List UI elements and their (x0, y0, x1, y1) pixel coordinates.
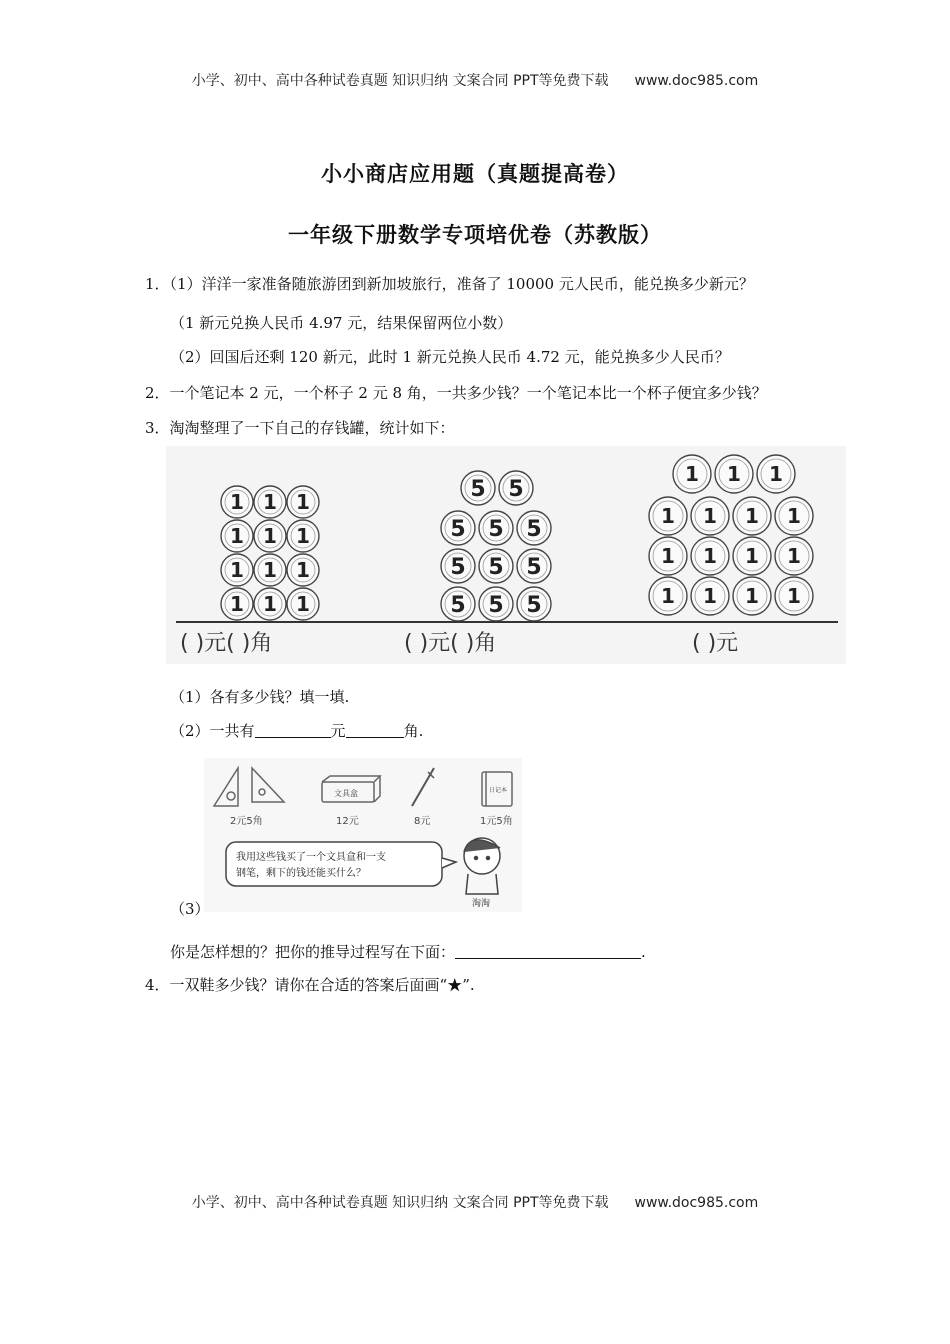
one-coin-icon (649, 577, 687, 615)
svg-text:1: 1 (745, 544, 759, 568)
one-coin-icon (221, 554, 253, 586)
one-coin-icon (254, 520, 286, 552)
five-jiao-coin-icon (479, 549, 513, 583)
svg-text:1: 1 (745, 584, 759, 608)
reason-blank[interactable] (455, 942, 641, 959)
svg-text:1: 1 (787, 584, 801, 608)
q1-line2: （1 新元兑换人民币 4.97 元，结果保留两位小数） (170, 314, 513, 332)
page-header (0, 70, 950, 90)
coin-figure (166, 446, 846, 664)
five-jiao-coin-icon (517, 549, 551, 583)
svg-text:1: 1 (703, 584, 717, 608)
svg-text:1: 1 (263, 490, 277, 514)
one-coin-icon (775, 537, 813, 575)
footer-text: 小学、初中、高中各种试卷真题 知识归纳 文案合同 PPT等免费下载 (191, 1195, 609, 1211)
five-jiao-coin-icon (517, 511, 551, 545)
one-coin-icon (775, 497, 813, 535)
group1-label: ( )元( )角 (180, 631, 273, 656)
one-coin-icon (287, 554, 319, 586)
one-coin-icon (733, 537, 771, 575)
svg-text:1: 1 (263, 524, 277, 548)
five-jiao-coin-icon (441, 549, 475, 583)
svg-text:1: 1 (263, 558, 277, 582)
one-coin-icon (757, 455, 795, 493)
one-coin-icon (775, 577, 813, 615)
five-jiao-coin-icon (479, 587, 513, 621)
price-pen: 8元 (414, 816, 431, 827)
jiao-blank[interactable] (346, 721, 404, 738)
price-pencil-box: 12元 (336, 816, 359, 827)
q3-intro: 3．淘淘整理了一下自己的存钱罐，统计如下： (145, 419, 455, 437)
svg-text:1: 1 (703, 504, 717, 528)
one-coin-icon (254, 588, 286, 620)
five-jiao-coin-icon (479, 511, 513, 545)
svg-text:1: 1 (263, 592, 277, 616)
group3-label: ( )元 (692, 631, 739, 656)
one-coin-icon (691, 537, 729, 575)
page-footer (0, 1192, 950, 1212)
one-coin-icon (221, 520, 253, 552)
svg-text:1: 1 (661, 584, 675, 608)
svg-text:5: 5 (450, 517, 466, 542)
svg-text:1: 1 (230, 558, 244, 582)
svg-text:5: 5 (526, 593, 542, 618)
svg-text:5: 5 (508, 477, 524, 502)
price-notebook: 1元5角 (480, 816, 513, 827)
shop-figure (204, 758, 522, 912)
five-jiao-coin-icon (461, 471, 495, 505)
svg-text:1: 1 (769, 462, 783, 486)
yuan-blank[interactable] (255, 721, 331, 738)
svg-text:1: 1 (661, 544, 675, 568)
header-text: 小学、初中、高中各种试卷真题 知识归纳 文案合同 PPT等免费下载 (191, 73, 609, 89)
svg-text:5: 5 (526, 555, 542, 580)
q1-line3: （2）回国后还剩 120 新元，此时 1 新元兑换人民币 4.72 元，能兑换多少人民币？ (170, 348, 730, 366)
svg-text:1: 1 (787, 544, 801, 568)
five-jiao-coin-icon (517, 587, 551, 621)
svg-text:1: 1 (296, 558, 310, 582)
svg-text:5: 5 (450, 593, 466, 618)
one-coin-icon (254, 554, 286, 586)
one-coin-icon (287, 520, 319, 552)
five-jiao-coin-icon (441, 587, 475, 621)
one-coin-icon (715, 455, 753, 493)
five-jiao-coin-icon (499, 471, 533, 505)
q3-sub1: （1）各有多少钱？填一填. (170, 688, 350, 706)
one-coin-icon (287, 588, 319, 620)
q1-line1: 1．（1）洋洋一家准备随旅游团到新加坡旅行，准备了 10000 元人民币，能兑换多少新元？ (145, 275, 754, 293)
pencil-box-text: 文具盒 (334, 789, 358, 798)
one-coin-icon (691, 497, 729, 535)
speech-text: 我用这些钱买了一个文具盒和一支 钢笔，剩下的钱还能买什么？ (236, 852, 386, 879)
q3-sub2-c: 角. (403, 722, 424, 740)
svg-text:1: 1 (685, 462, 699, 486)
svg-text:1: 1 (745, 504, 759, 528)
page-title: 小小商店应用题（真题提高卷） (321, 161, 629, 186)
svg-text:5: 5 (470, 477, 486, 502)
q3-sub2 (170, 720, 423, 741)
group2-label: ( )元( )角 (404, 631, 497, 656)
q3-sub3-label: （3） (170, 900, 210, 918)
price-triangles: 2元5角 (230, 816, 263, 827)
svg-text:1: 1 (703, 544, 717, 568)
speech-bubble (226, 842, 456, 886)
svg-text:1: 1 (230, 524, 244, 548)
footer-url: www.doc985.com (634, 1195, 759, 1211)
one-coin-icon (221, 588, 253, 620)
q3-sub2-b: 元 (330, 722, 346, 740)
q3-reason (170, 941, 646, 962)
svg-text:1: 1 (787, 504, 801, 528)
svg-text:5: 5 (526, 517, 542, 542)
q3-reason-end: . (641, 943, 646, 961)
page-subtitle: 一年级下册数学专项培优卷（苏教版） (288, 222, 662, 247)
q3-sub2-a: （2）一共有 (170, 722, 255, 740)
svg-text:1: 1 (296, 592, 310, 616)
one-coin-icon (649, 537, 687, 575)
one-coin-icon (254, 486, 286, 518)
svg-text:1: 1 (661, 504, 675, 528)
one-coin-icon (287, 486, 319, 518)
one-coin-icon (221, 486, 253, 518)
svg-text:1: 1 (230, 592, 244, 616)
one-coin-icon (691, 577, 729, 615)
svg-text:5: 5 (450, 555, 466, 580)
five-jiao-coin-icon (441, 511, 475, 545)
speaker-name: 淘淘 (472, 899, 491, 909)
svg-text:5: 5 (488, 517, 504, 542)
q3-reason-text: 你是怎样想的？把你的推导过程写在下面： (170, 943, 456, 961)
notebook-text: 日记本 (489, 787, 508, 794)
svg-text:5: 5 (488, 593, 504, 618)
svg-text:1: 1 (296, 524, 310, 548)
svg-text:1: 1 (727, 462, 741, 486)
one-coin-icon (733, 497, 771, 535)
svg-text:5: 5 (488, 555, 504, 580)
svg-text:1: 1 (296, 490, 310, 514)
one-coin-icon (733, 577, 771, 615)
q4-text: 4．一双鞋多少钱？请你在合适的答案后面画“★”. (145, 976, 475, 994)
q2-text: 2．一个笔记本 2 元，一个杯子 2 元 8 角，一共多少钱？一个笔记本比一个杯子便宜多少钱？ (145, 384, 767, 402)
svg-text:1: 1 (230, 490, 244, 514)
one-coin-icon (673, 455, 711, 493)
one-coin-icon (649, 497, 687, 535)
header-url: www.doc985.com (634, 73, 759, 89)
